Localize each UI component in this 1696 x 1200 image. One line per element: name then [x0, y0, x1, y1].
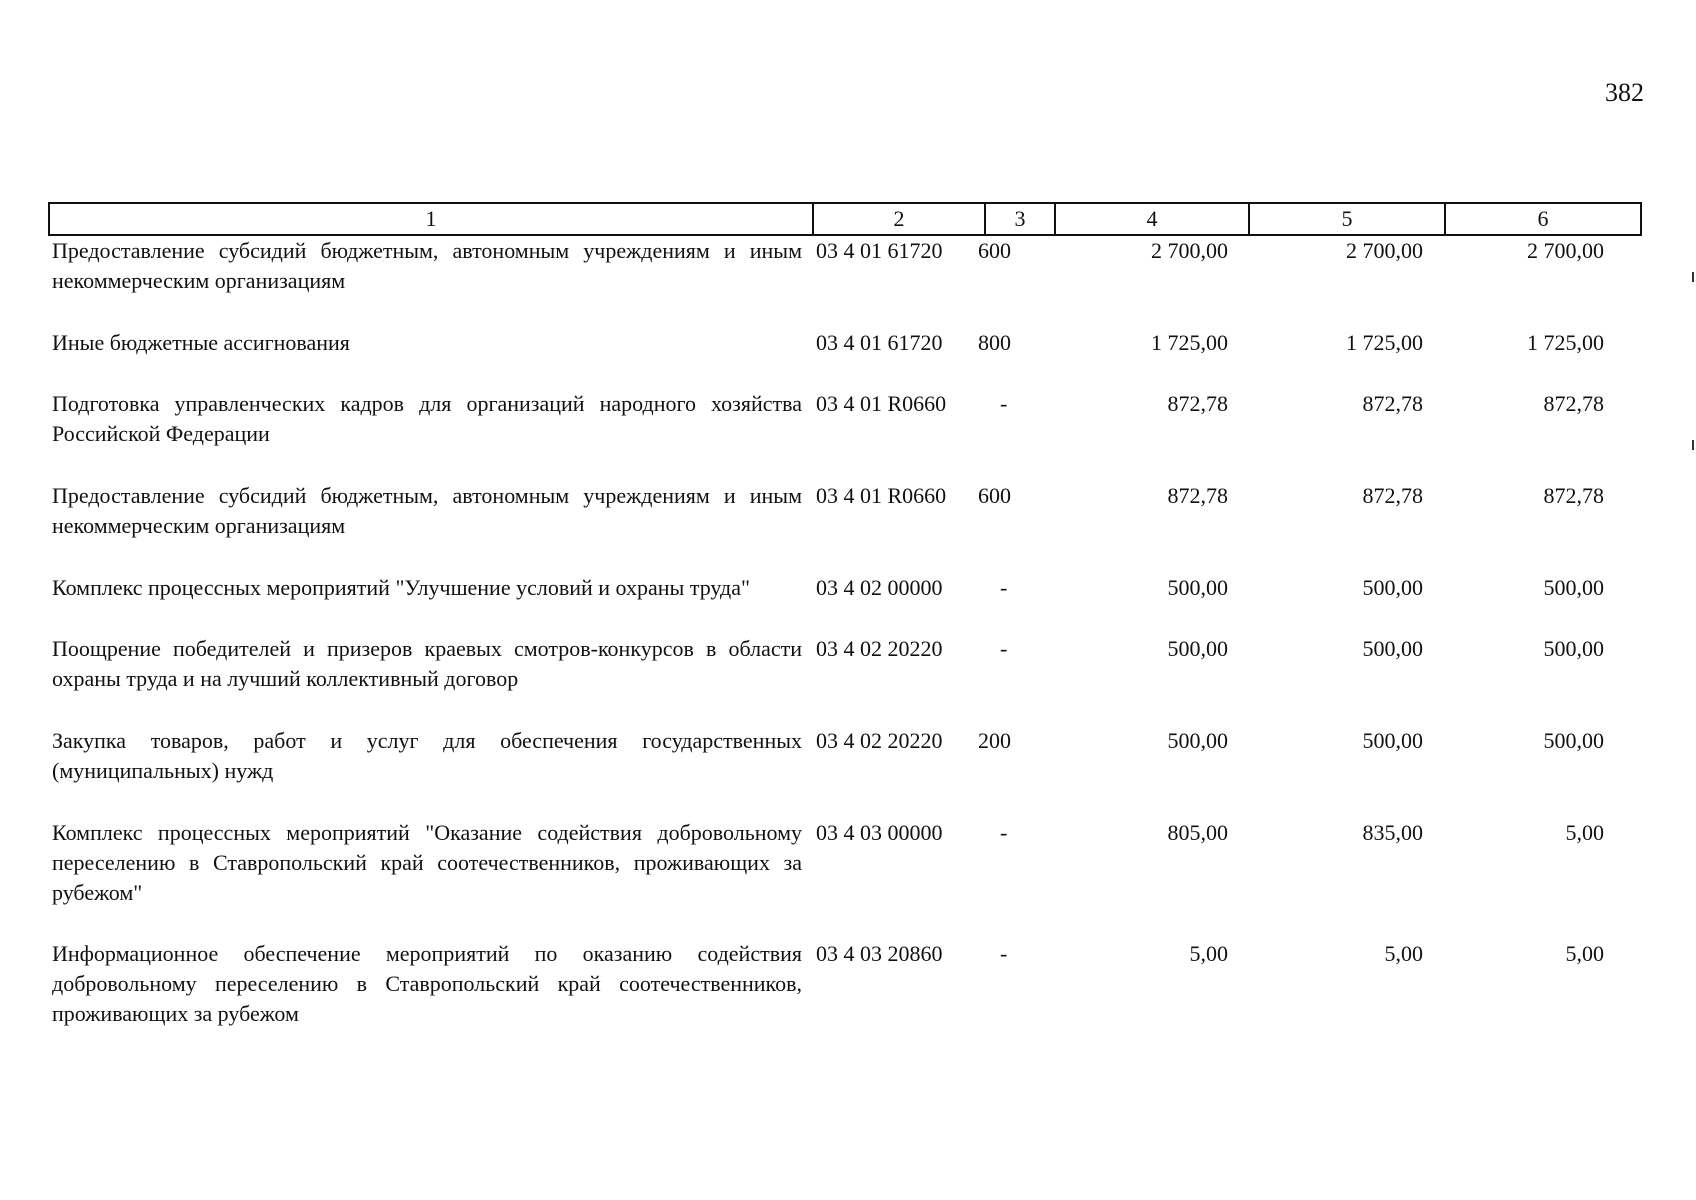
- row-expense-type: 200: [978, 728, 1011, 753]
- row-code: 03 4 01 R0660: [816, 483, 947, 508]
- table-row: [52, 939, 1642, 1031]
- row-name: Предоставление субсидий бюджетным, автономным учреждениям и иным некоммерческим организациям: [52, 238, 802, 293]
- row-value-col6: 500,00: [1543, 636, 1604, 661]
- row-name: Подготовка управленческих кадров для организаций народного хозяйства Российской Федерации: [52, 391, 802, 446]
- row-value-col4: 500,00: [1167, 636, 1228, 661]
- row-value-col6: 500,00: [1543, 728, 1604, 753]
- budget-table-body: [52, 236, 1642, 1031]
- row-value-col4: 872,78: [1167, 391, 1228, 416]
- row-value-col5: 835,00: [1362, 820, 1423, 845]
- row-value-col4: 805,00: [1167, 820, 1228, 845]
- scan-edge-mark: [1692, 440, 1694, 450]
- row-name: Закупка товаров, работ и услуг для обеспечения государственных (муниципальных) нужд: [52, 728, 802, 783]
- row-name: Комплекс процессных мероприятий "Оказание содействия добровольному переселению в Ставропольский край соотечественников, проживающих за рубежом": [52, 820, 802, 905]
- row-name: Поощрение победителей и призеров краевых смотров-конкурсов в области охраны труда и на лучший коллективный договор: [52, 636, 802, 691]
- row-value-col5: 1 725,00: [1346, 330, 1423, 355]
- row-expense-type: -: [1000, 636, 1008, 661]
- table-row: [52, 634, 1642, 726]
- table-row: [52, 818, 1642, 939]
- row-code: 03 4 02 00000: [816, 575, 943, 600]
- row-name: Иные бюджетные ассигнования: [52, 330, 350, 355]
- header-col-4: 4: [1055, 203, 1249, 235]
- row-name: Предоставление субсидий бюджетным, автономным учреждениям и иным некоммерческим организациям: [52, 483, 802, 538]
- table-row: [52, 328, 1642, 389]
- row-value-col4: 500,00: [1167, 575, 1228, 600]
- row-code: 03 4 03 20860: [816, 941, 943, 966]
- header-col-6: 6: [1445, 203, 1641, 235]
- table-row: [52, 481, 1642, 573]
- row-expense-type: 800: [978, 330, 1011, 355]
- table-row: [52, 726, 1642, 818]
- row-expense-type: -: [1000, 391, 1008, 416]
- row-value-col4: 500,00: [1167, 728, 1228, 753]
- row-expense-type: -: [1000, 575, 1008, 600]
- row-expense-type: -: [1000, 941, 1008, 966]
- header-col-3: 3: [985, 203, 1055, 235]
- row-value-col5: 500,00: [1362, 636, 1423, 661]
- row-value-col6: 872,78: [1543, 391, 1604, 416]
- row-value-col5: 5,00: [1384, 941, 1423, 966]
- row-expense-type: 600: [978, 238, 1011, 263]
- row-value-col4: 1 725,00: [1151, 330, 1228, 355]
- row-value-col4: 2 700,00: [1151, 238, 1228, 263]
- table-row: [52, 573, 1642, 634]
- row-code: 03 4 03 00000: [816, 820, 943, 845]
- table-row: [52, 236, 1642, 328]
- row-value-col4: 872,78: [1167, 483, 1228, 508]
- row-expense-type: -: [1000, 820, 1008, 845]
- row-code: 03 4 02 20220: [816, 636, 943, 661]
- table-row: [52, 389, 1642, 481]
- row-value-col4: 5,00: [1189, 941, 1228, 966]
- row-value-col5: 872,78: [1362, 391, 1423, 416]
- page-number: 382: [1605, 78, 1644, 107]
- row-value-col6: 2 700,00: [1527, 238, 1604, 263]
- column-number-header: [48, 202, 1642, 236]
- row-value-col6: 500,00: [1543, 575, 1604, 600]
- row-value-col5: 500,00: [1362, 575, 1423, 600]
- row-code: 03 4 01 R0660: [816, 391, 947, 416]
- header-col-1: 1: [49, 203, 813, 235]
- row-value-col6: 5,00: [1565, 820, 1604, 845]
- row-value-col6: 872,78: [1543, 483, 1604, 508]
- header-col-5: 5: [1249, 203, 1445, 235]
- row-code: 03 4 01 61720: [816, 330, 943, 355]
- row-value-col5: 2 700,00: [1346, 238, 1423, 263]
- row-expense-type: 600: [978, 483, 1011, 508]
- row-value-col5: 872,78: [1362, 483, 1423, 508]
- row-value-col5: 500,00: [1362, 728, 1423, 753]
- scan-edge-mark: [1692, 272, 1694, 282]
- row-value-col6: 1 725,00: [1527, 330, 1604, 355]
- row-name: Комплекс процессных мероприятий "Улучшение условий и охраны труда": [52, 575, 750, 600]
- header-col-2: 2: [813, 203, 985, 235]
- row-code: 03 4 02 20220: [816, 728, 943, 753]
- row-value-col6: 5,00: [1565, 941, 1604, 966]
- row-name: Информационное обеспечение мероприятий по оказанию содействия добровольному переселению в Ставропольский край соотечественников, проживающих за рубежом: [52, 941, 802, 1026]
- row-code: 03 4 01 61720: [816, 238, 943, 263]
